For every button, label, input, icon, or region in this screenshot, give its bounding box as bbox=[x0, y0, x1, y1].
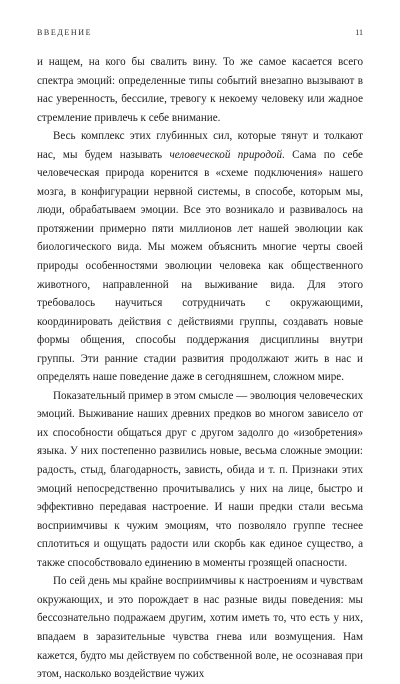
paragraph-3: Показательный пример в этом смысле — эволюция человеческих эмоций. Выживание наших древних предков во многом зависело от их способности общаться друг с другом задолго до «изобретения» языка. У них постепенно развились новые, весьма сложные эмоции: радость, стыд, благодарность, зависть, обида и т. п. Признаки этих эмоций непосредственно прочитывались у них на лице, быстро и эффективно передавая настроение. И наши предки стали весьма восприимчивы к чужим эмоциям, что позволяло группе теснее сплотиться и ощущать радости или скорбь как единое существо, а также способствовало единению в моменты грозящей опасности. bbox=[37, 389, 363, 569]
running-head bbox=[37, 28, 363, 38]
paragraph-2-text-after: . Сама по себе человеческая природа коренится в «схеме подключения» нашего мозга, в конфигурации нервной системы, в способе, которым мы, люди, обрабатываем эмоции. Все это возникало и развивалось на протяжении примерно пяти миллионов лет нашей эволюции как биологического вида. Мы можем объяснить многие черты своей природы особенностями эволюции человека как общественного животного, направленной на выживание вида. Для этого требовалось научиться сотрудничать с окружающими, координировать действия с действиями группы, создавать новые формы общения, способы поддержания дисциплины внутри группы. Эти ранние стадии развития продолжают жить в нас и определять наше поведение даже в сегодняшнем, сложном мире. bbox=[37, 148, 363, 384]
body-text bbox=[37, 53, 363, 684]
paragraph-2-text-before: Весь комплекс этих глубинных сил, которые тянут и толкают нас, мы будем называть bbox=[37, 130, 363, 161]
section-title: ВВЕДЕНИЕ bbox=[37, 28, 93, 37]
page-number: 11 bbox=[355, 28, 363, 37]
paragraph-4: По сей день мы крайне восприимчивы к настроениям и чувствам окружающих, и это порождает в нас разные виды поведения: мы бессознательно подражаем другим, хотим иметь то, что есть у них, впадаем в заразительные чувства гнева или возмущения. Нам кажется, будто мы действуем по собственной воле, не осознавая при этом, насколько воздействие чужих bbox=[37, 575, 363, 681]
paragraph-1: и нащем, на кого бы свалить вину. То же самое касается всего спектра эмоций: определенные типы событий внезапно вызывают в нас уверенность, бессилие, тревогу к некоему человеку или жадное стремление привлечь к себе внимание. bbox=[37, 56, 363, 124]
paragraph-2 bbox=[37, 127, 363, 387]
term-human-nature: человеческой природой bbox=[169, 148, 283, 161]
